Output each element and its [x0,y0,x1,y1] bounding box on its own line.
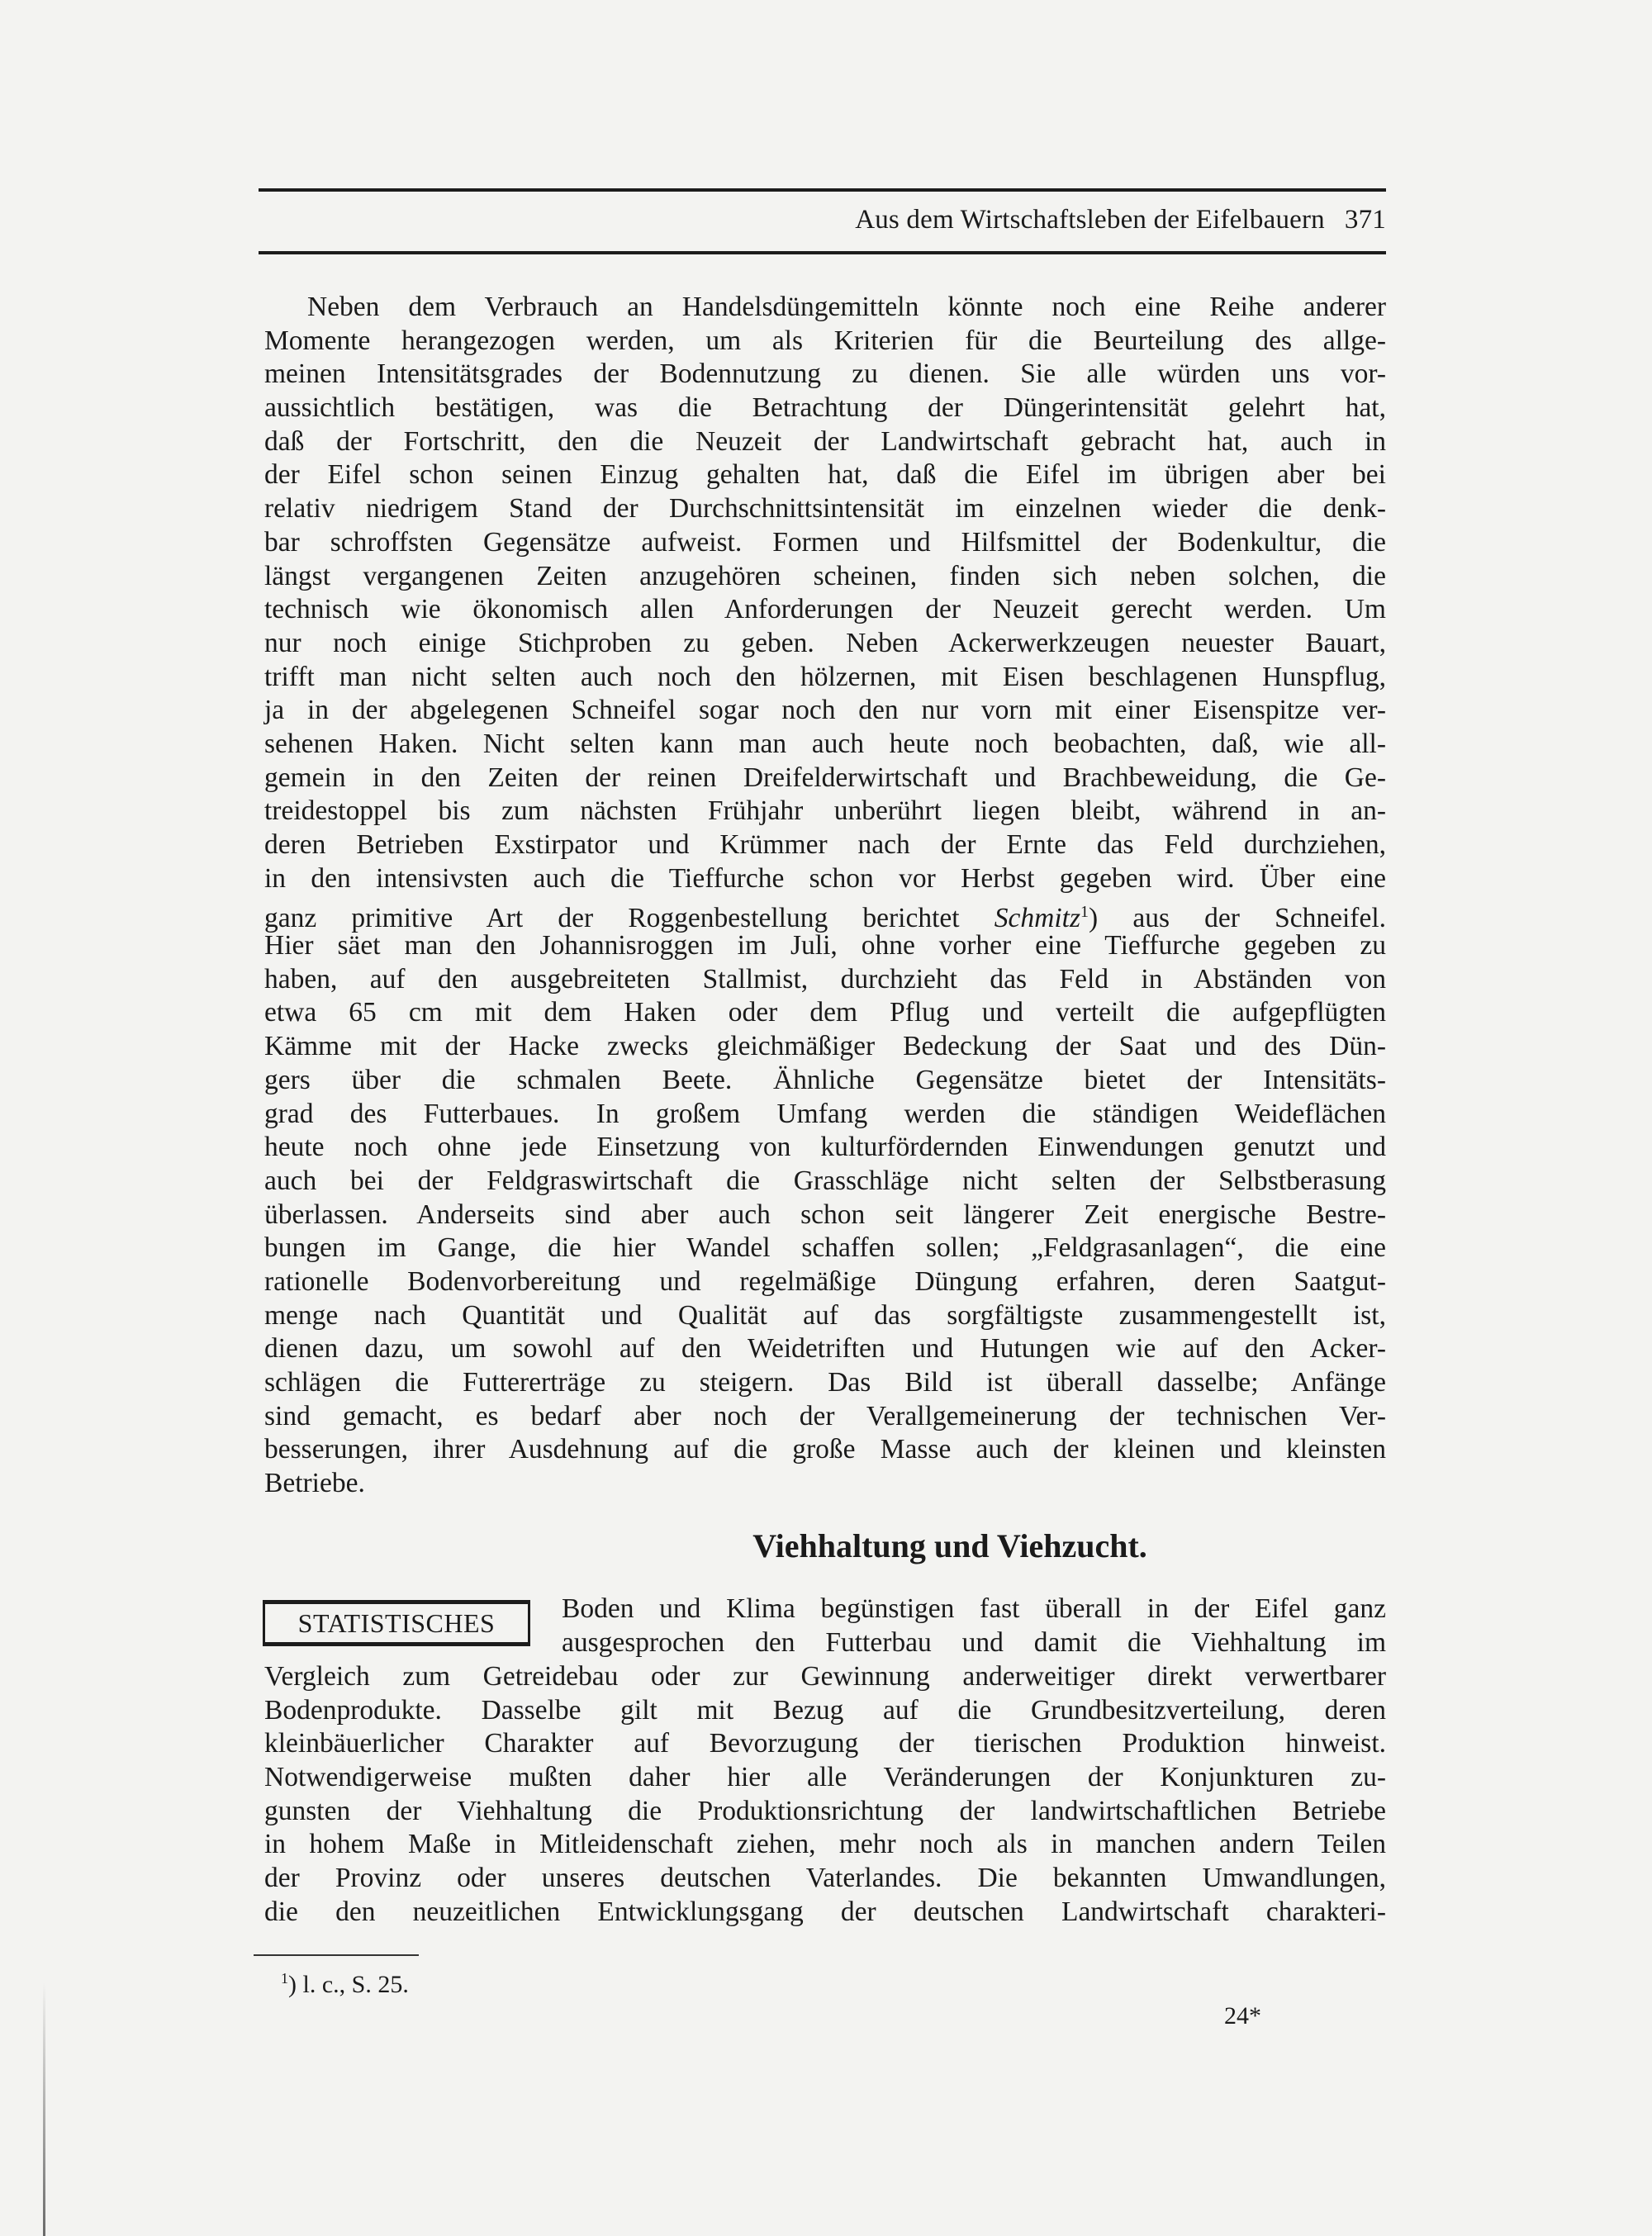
text-line: sehenen Haken. Nicht selten kann man auch heute noch beobachten, daß, wie all- [264,728,1386,759]
text-line: die den neuzeitlichen Entwicklungsgang der deutschen Landwirtschaft charakteri- [264,1896,1386,1927]
running-title: Aus dem Wirtschaftsleben der Eifelbauern [855,205,1325,235]
text-line: daß der Fortschritt, den die Neuzeit der Landwirtschaft gebracht hat, auch in [264,425,1386,457]
page-gutter-shadow [43,1982,45,2236]
text-line: deren Betrieben Exstirpator und Krümmer nach der Ernte das Feld durchziehen, [264,829,1386,860]
text-line: aussichtlich bestätigen, was die Betrachtung der Düngerintensität gelehrt hat, [264,392,1386,424]
text-line: der Eifel schon seinen Einzug gehalten hat, daß die Eifel im übrigen aber bei [264,459,1386,491]
text-fragment: ) aus der Schneifel. [1089,903,1387,934]
text-line-with-citation [264,895,1387,934]
running-head [855,205,1386,235]
text-line: Kämme mit der Hacke zwecks gleichmäßiger Bedeckung der Saat und des Dün- [264,1031,1386,1062]
footnote-number: 1 [281,1970,288,1987]
text-line: technisch wie ökonomisch allen Anforderungen der Neuzeit gerecht werden. Um [264,594,1386,625]
text-line: grad des Futterbaues. In großem Umfang werden die ständigen Weideflächen [264,1098,1386,1129]
text-line: haben, auf den ausgebreiteten Stallmist, durchzieht das Feld in Abständen von [264,963,1386,995]
text-line: dienen dazu, um sowohl auf den Weidetriften und Hutungen wie auf den Acker- [264,1333,1386,1365]
text-line: schlägen die Futtererträge zu steigern. Das Bild ist überall dasselbe; Anfänge [264,1367,1386,1398]
footnote [281,1970,409,1999]
text-line: Momente herangezogen werden, um als Kriterien für die Beurteilung des allge- [264,325,1386,356]
text-line: gemein in den Zeiten der reinen Dreifelderwirtschaft und Brachbeweidung, die Ge- [264,762,1386,793]
text-line: gers über die schmalen Beete. Ähnliche Gegensätze bietet der Intensitäts- [264,1064,1386,1095]
text-line: Boden und Klima begünstigen fast überall in der Eifel ganz [562,1593,1386,1624]
header-rule-top [259,188,1386,192]
text-line: kleinbäuerlicher Charakter auf Bevorzugung der tierischen Produktion hinweist. [264,1728,1386,1759]
text-fragment: ganz primitive Art der Roggenbestellung berichtet [264,903,960,934]
text-line: gunsten der Viehhaltung die Produktionsrichtung der landwirtschaftlichen Betriebe [264,1795,1386,1826]
text-line: der Provinz oder unseres deutschen Vaterlandes. Die bekannten Umwandlungen, [264,1863,1386,1894]
page-number: 371 [1344,205,1386,235]
text-line: Vergleich zum Getreidebau oder zur Gewinnung anderweitiger direkt verwertbarer [264,1661,1386,1692]
text-line: in hohem Maße in Mitleidenschaft ziehen, mehr noch als in manchen andern Teilen [264,1829,1386,1860]
section-heading: Viehhaltung und Viehzucht. [752,1527,1147,1564]
margin-label-box: STATISTISCHES [263,1600,530,1646]
text-line: in den intensivsten auch die Tieffurche schon vor Herbst gegeben wird. Über eine [264,862,1386,894]
text-line: bar schroffsten Gegensätze aufweist. Formen und Hilfsmittel der Bodenkultur, die [264,526,1386,558]
text-line: Notwendigerweise mußten daher hier alle Veränderungen der Konjunkturen zu- [264,1762,1386,1793]
text-line: etwa 65 cm mit dem Haken oder dem Pflug und verteilt die aufgepflügten [264,997,1386,1028]
text-line: menge nach Quantität und Qualität auf das sorgfältigste zusammengestellt ist, [264,1299,1386,1331]
text-line: ausgesprochen den Futterbau und damit die Viehhaltung im [562,1626,1386,1658]
header-rule-bottom [259,251,1386,254]
text-line: Bodenprodukte. Dasselbe gilt mit Bezug auf die Grundbesitzverteilung, deren [264,1694,1386,1726]
text-line: auch bei der Feldgraswirtschaft die Grasschläge nicht selten der Selbstberasung [264,1165,1386,1196]
text-line: heute noch ohne jede Einsetzung von kulturfördernden Einwendungen genutzt und [264,1132,1386,1163]
section-body [264,1660,1386,1930]
text-line: Hier säet man den Johannisroggen im Juli, ohne vorher eine Tieffurche gegeben zu [264,930,1386,961]
text-line: ja in der abgelegenen Schneifel sogar noch den nur vorn mit einer Eisenspitze ver- [264,695,1386,726]
footnote-marker: 1 [1080,903,1089,922]
paragraph-body [264,291,1386,1501]
text-line: längst vergangenen Zeiten anzugehören scheinen, finden sich neben solchen, die [264,560,1386,591]
text-line: rationelle Bodenvorbereitung und regelmäßige Düngung erfahren, deren Saatgut- [264,1265,1386,1297]
text-line: relativ niedrigem Stand der Durchschnittsintensität im einzelnen wieder die denk- [264,493,1386,525]
footnote-text: ) l. c., S. 25. [288,1971,409,1998]
text-line: trifft man nicht selten auch noch den hölzernen, mit Eisen beschlagenen Hunspflug, [264,661,1386,692]
footnote-rule [254,1954,419,1956]
citation-author: Schmitz [994,903,1081,934]
text-line: Neben dem Verbrauch an Handelsdüngemitteln könnte noch eine Reihe anderer [307,292,1386,322]
text-line: besserungen, ihrer Ausdehnung auf die große Masse auch der kleinen und kleinsten [264,1434,1386,1465]
text-line: überlassen. Anderseits sind aber auch schon seit längerer Zeit energische Bestre- [264,1199,1386,1230]
text-line: treidestoppel bis zum nächsten Frühjahr unberührt liegen bleibt, während in an- [264,795,1386,827]
printer-signature-mark: 24* [1224,2002,1261,2029]
text-line: sind gemacht, es bedarf aber noch der Verallgemeinerung der technischen Ver- [264,1400,1386,1431]
text-line: bungen im Gange, die hier Wandel schaffen sollen; „Feldgrasanlagen“, die eine [264,1232,1386,1264]
text-line: meinen Intensitätsgrades der Bodennutzung zu dienen. Sie alle würden uns vor- [264,358,1386,390]
text-line: Betriebe. [264,1468,365,1499]
text-line: nur noch einige Stichproben zu geben. Neben Ackerwerkzeugen neuester Bauart, [264,627,1386,658]
section-intro-lines [562,1593,1386,1659]
